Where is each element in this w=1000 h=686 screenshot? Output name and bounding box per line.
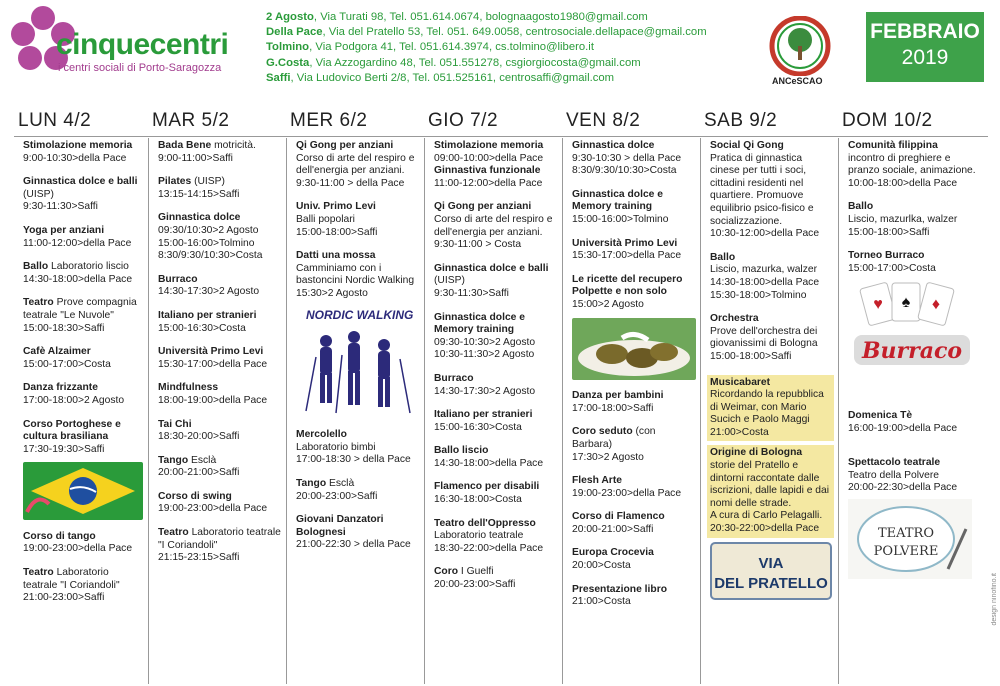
event: Teatro Prove compagnia teatrale "Le Nuvole" 15:00-18:30>Saffi [23,297,137,334]
day-column-sun [838,108,988,684]
brazil-flag-image [23,462,143,520]
event: Ballo Liscio, mazurka, walzer 14:30-18:00>della Pace 15:30-18:00>Tolmino [710,251,820,301]
event: Danza frizzante 17:00-18:00>2 Agosto [23,382,125,406]
event: Spettacolo teatrale Teatro della Polvere 20:00-22:30>della Pace [848,457,958,494]
event: Datti una mossa Camminiamo con i bastoncini Nordic Walking 15:30>2 Agosto [296,250,415,299]
event: Social Qi Gong Pratica di ginnastica cinese per tutti i soci, cittadini residenti nel quartiere. Promuove equilibrio psico-fisico e socializzazione. 10:30-12:00>della Pace [710,140,820,240]
event: Coro I Guelfi 20:00-23:00>Saffi [434,566,516,591]
event: Teatro Laboratorio teatrale "I Coriandoli" 21:00-23:00>Saffi [23,567,120,604]
centers-list [266,10,707,86]
event: Ginnastica dolce e Memory training 15:00-16:00>Tolmino [572,188,669,225]
event: Mercolello Laboratorio bimbi 17:00-18:30 > della Pace [296,429,411,466]
event: Europa Crocevia 20:00>Costa [572,547,654,572]
event: Giovani Danzatori Bolognesi 21:00-22:30 > della Pace [296,514,411,551]
event: Ginnastica dolce 9:30-10:30 > della Pace 8:30/9:30/10:30>Costa [572,140,682,177]
day-column-sat [700,108,838,684]
food-photo-image [572,318,696,380]
day-column-tue [148,108,286,684]
event: Teatro dell'Oppresso Laboratorio teatrale 18:30-22:00>della Pace [434,517,544,554]
event: Flesh Arte 19:00-23:00>della Pace [572,475,682,499]
event: Tango Esclà 20:00-21:00>Saffi [158,454,240,479]
event: Domenica Tè 16:00-19:00>della Pace [848,409,958,434]
event: Ballo Liscio, mazurlka, walzer 15:00-18:00>Saffi [848,201,958,238]
event: Corso Portoghese e cultura brasiliana 17:30-19:30>Saffi [23,418,121,455]
event: Università Primo Levi 15:30-17:00>della Pace [572,237,682,262]
design-credit: design ninofino.it [991,573,998,626]
event: Qi Gong per anziani Corso di arte del respiro e dell'energia per anziani. 9:30-11:00 > Costa [434,201,553,251]
burraco-label: Burraco [861,338,963,365]
week-grid [14,108,988,684]
burraco-cards-image [848,279,976,379]
event: Cafè Alzaimer 15:00-17:00>Costa [23,346,111,370]
ancescao-label: ANCeSCAO [772,76,823,86]
event: Danza per bambini 17:00-18:00>Saffi [572,390,664,414]
day-column-wed [286,108,424,684]
event: Corso di Flamenco 20:00-21:00>Saffi [572,511,665,535]
month-box [866,12,984,82]
event: Qi Gong per anziani Corso di arte del respiro e dell'energia per anziani. 9:30-11:00 > della Pace [296,140,415,189]
event: Burraco 14:30-17:30>2 Agosto [434,372,536,397]
event: Pilates (UISP) 13:15-14:15>Saffi [158,176,240,200]
event: Teatro Laboratorio teatrale "I Coriandoli" 21:15-23:15>Saffi [158,527,281,564]
svg-text:♥: ♥ [873,296,883,314]
center-line: Saffi, Via Ludovico Berti 2/8, Tel. 051.525161, centrosaffi@gmail.com [266,71,615,84]
day-header: SAB 9/2 [704,110,778,131]
event: Tango Esclà 20:00-23:00>Saffi [296,477,378,502]
highlight-event: Origine di Bologna storie del Pratello e dintorni raccontate dalle iscrizioni, dalle lapidi e dai nomi delle strade. A cura di Carlo Pelagalli. 20:30-22:00>della Pace [707,445,834,537]
event: Burraco 14:30-17:30>2 Agosto [158,273,260,298]
center-line: Tolmino, Via Podgora 41, Tel. 051.614.3974, cs.tolmino@libero.it [266,41,594,54]
event: Flamenco per disabili 16:30-18:00>Costa [434,481,540,506]
event: Torneo Burraco 15:00-17:00>Costa [848,250,936,274]
day-column-thu [424,108,562,684]
tree-emblem-icon [768,16,832,76]
event: Univ. Primo Levi Balli popolari 15:00-18:00>Saffi [296,201,378,238]
center-line: Della Pace, Via del Pratello 53, Tel. 051. 649.0058, centrosociale.dellapace@gmail.com [266,26,707,39]
event: Yoga per anziani 11:00-12:00>della Pace [23,224,132,249]
nordic-label: NORDIC WALKING [306,307,414,322]
year-label: 2019 [901,46,949,69]
center-line: 2 Agosto, Via Turati 98, Tel. 051.614.0674, bolognaagosto1980@gmail.com [266,11,648,23]
event: Ballo Laboratorio liscio 14:30-18:00>della Pace [23,261,133,285]
teatro-polvere-image [848,499,972,579]
day-header: LUN 4/2 [18,110,92,131]
event: Ballo liscio 14:30-18:00>della Pace [434,445,544,469]
event: Ginnastiva funzionale 11:00-12:00>della Pace [434,165,543,189]
nordic-walking-image [296,307,420,419]
event: Corso di swing 19:00-23:00>della Pace [158,490,268,515]
event: Ginnastica dolce e Memory training 09:30-10:30>2 Agosto 10:30-11:30>2 Agosto [434,311,536,361]
event: Presentazione libro 21:00>Costa [572,583,667,608]
event: Coro seduto (con Barbara) 17:30>2 Agosto [572,426,656,463]
day-header: GIO 7/2 [428,110,499,131]
svg-text:♠: ♠ [901,294,911,312]
event: Le ricette del recupero Polpette e non solo 15:00>2 Agosto [572,273,683,310]
event: Bada Bene motricità. 9:00-11:00>Saffi [158,140,256,164]
event: Comunità filippina incontro di preghiere e pranzo sociale, animazione. 10:00-18:00>della Pace [848,140,976,189]
day-header: MER 6/2 [290,110,368,131]
logo-subtitle: i centri sociali di Porto-Saragozza [58,62,222,74]
day-column-mon [14,108,148,684]
month-label: FEBBRAIO [870,20,980,43]
event: Ginnastica dolce e balli (UISP) 9:30-11:30>Saffi [434,262,549,299]
day-header: MAR 5/2 [152,110,230,131]
day-header: DOM 10/2 [842,110,933,131]
day-header: VEN 8/2 [566,110,641,131]
event: Tai Chi 18:30-20:00>Saffi [158,418,240,443]
center-line: G.Costa, Via Azzogardino 48, Tel. 051.551278, csgiorgiocosta@gmail.com [266,56,641,69]
event: Stimolazione memoria 9:00-10:30>della Pace [23,140,133,164]
event: Mindfulness 18:00-19:00>della Pace [158,382,268,406]
event: Corso di tango 19:00-23:00>della Pace [23,530,133,555]
svg-text:VIA: VIA [758,554,784,572]
day-column-fri [562,108,700,684]
event: Italiano per stranieri 15:00-16:30>Costa [158,309,257,334]
event: Stimolazione memoria 09:00-10:00>della Pace [434,140,544,164]
event: Università Primo Levi 15:30-17:00>della Pace [158,346,268,370]
svg-text:POLVERE: POLVERE [873,543,939,559]
highlight-event: Musicabaret Ricordando la repubblica di Weimar, con Mario Sucich e Paolo Maggi 21:00>Costa [707,375,834,442]
svg-text:DEL PRATELLO: DEL PRATELLO [714,574,828,592]
svg-text:♦: ♦ [931,296,941,314]
street-sign-image [710,542,832,600]
cinquecentri-logo [8,4,248,84]
svg-text:TEATRO: TEATRO [878,525,934,541]
event: Orchestra Prove dell'orchestra dei giovanissimi di Bologna 15:00-18:00>Saffi [710,313,818,362]
event: Ginnastica dolce 09:30/10:30>2 Agosto 15:00-16:00>Tolmino 8:30/9:30/10:30>Costa [158,212,263,262]
event: Italiano per stranieri 15:00-16:30>Costa [434,409,533,433]
ancescao-logo [768,16,834,88]
logo-name: cinquecentri [56,28,229,61]
event: Ginnastica dolce e balli (UISP) 9:30-11:30>Saffi [23,176,138,213]
